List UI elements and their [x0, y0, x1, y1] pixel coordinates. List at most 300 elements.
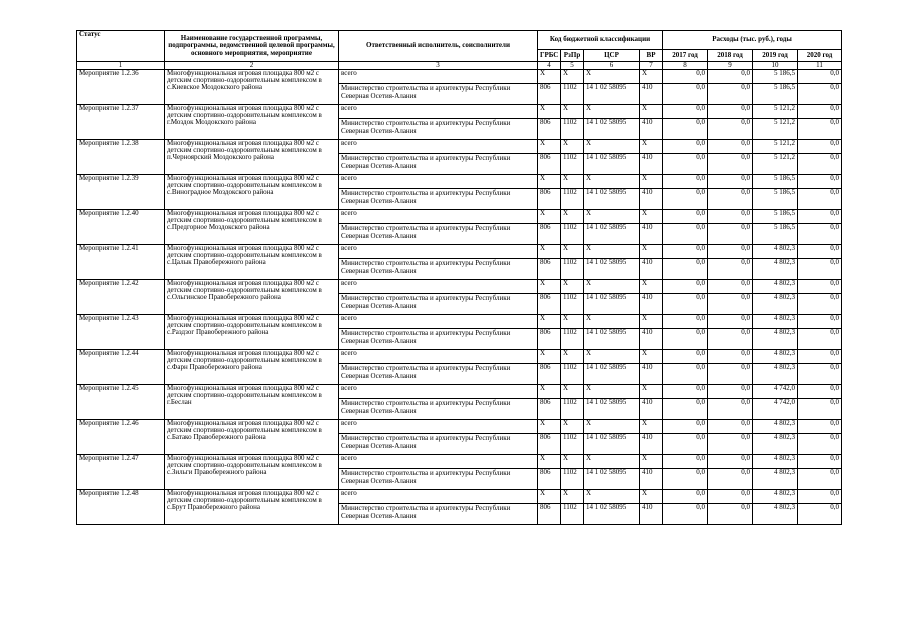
value-2019-total: 4 802,3 [753, 315, 798, 329]
table-body [77, 70, 842, 525]
column-number: 11 [798, 62, 842, 70]
value-2020-total: 0,0 [798, 70, 842, 84]
grbs-total-cell: X [538, 140, 561, 154]
value-2018: 0,0 [708, 259, 753, 280]
value-2019-total: 5 186,5 [753, 210, 798, 224]
value-2017-total: 0,0 [663, 105, 708, 119]
status-cell: Мероприятие 1.2.42 [77, 280, 165, 315]
table-row [77, 280, 842, 294]
csr-total-cell: X [584, 420, 640, 434]
rzpr-cell: 1102 [561, 84, 584, 105]
grbs-total-cell: X [538, 245, 561, 259]
status-cell: Мероприятие 1.2.37 [77, 105, 165, 140]
value-2017: 0,0 [663, 154, 708, 175]
value-2017: 0,0 [663, 434, 708, 455]
activity-name-cell: Многофункциональная игровая площадка 800 м2 с детским спортивно-оздоровительным комплексом в с.Зильги Правобережного района [165, 455, 339, 490]
responsible-cell: Министерство строительства и архитектуры Республики Северная Осетия-Алания [339, 224, 538, 245]
value-2019: 4 802,3 [753, 434, 798, 455]
vr-total-cell: X [640, 385, 663, 399]
activity-name-cell: Многофункциональная игровая площадка 800 м2 с детским спортивно-оздоровительным комплексом в с.Фарн Правобережного района [165, 350, 339, 385]
header-grbs: ГРБС [538, 50, 561, 62]
value-2020: 0,0 [798, 154, 842, 175]
status-cell: Мероприятие 1.2.41 [77, 245, 165, 280]
responsible-cell: Министерство строительства и архитектуры Республики Северная Осетия-Алания [339, 189, 538, 210]
grbs-cell: 806 [538, 329, 561, 350]
responsible-cell: Министерство строительства и архитектуры Республики Северная Осетия-Алания [339, 399, 538, 420]
activity-name-cell: Многофункциональная игровая площадка 800 м2 с детским спортивно-оздоровительным комплексом в с.Виноградное Моздокского района [165, 175, 339, 210]
value-2019-total: 4 802,3 [753, 490, 798, 504]
value-2018-total: 0,0 [708, 245, 753, 259]
csr-cell: 14 1 02 58095 [584, 189, 640, 210]
header-responsible: Ответственный исполнитель, соисполнители [339, 31, 538, 62]
responsible-cell: Министерство строительства и архитектуры Республики Северная Осетия-Алания [339, 294, 538, 315]
table-row [77, 245, 842, 259]
value-2018: 0,0 [708, 329, 753, 350]
grbs-cell: 806 [538, 504, 561, 525]
rzpr-total-cell: X [561, 175, 584, 189]
rzpr-cell: 1102 [561, 259, 584, 280]
status-cell: Мероприятие 1.2.44 [77, 350, 165, 385]
responsible-cell: Министерство строительства и архитектуры Республики Северная Осетия-Алания [339, 154, 538, 175]
activity-name-cell: Многофункциональная игровая площадка 800 м2 с детским спортивно-оздоровительным комплексом в г.Моздок Моздокского района [165, 105, 339, 140]
csr-total-cell: X [584, 490, 640, 504]
value-2020: 0,0 [798, 259, 842, 280]
value-2020: 0,0 [798, 469, 842, 490]
rzpr-total-cell: X [561, 280, 584, 294]
value-2019: 4 802,3 [753, 329, 798, 350]
header-csr: ЦСР [584, 50, 640, 62]
csr-cell: 14 1 02 58095 [584, 434, 640, 455]
status-cell: Мероприятие 1.2.38 [77, 140, 165, 175]
grbs-cell: 806 [538, 364, 561, 385]
value-2018-total: 0,0 [708, 140, 753, 154]
value-2018-total: 0,0 [708, 420, 753, 434]
csr-total-cell: X [584, 175, 640, 189]
rzpr-total-cell: X [561, 315, 584, 329]
value-2020: 0,0 [798, 119, 842, 140]
vr-total-cell: X [640, 70, 663, 84]
value-2019-total: 5 186,5 [753, 175, 798, 189]
grbs-cell: 806 [538, 224, 561, 245]
value-2018-total: 0,0 [708, 490, 753, 504]
value-2019-total: 4 802,3 [753, 350, 798, 364]
rzpr-cell: 1102 [561, 294, 584, 315]
activity-name-cell: Многофункциональная игровая площадка 800 м2 с детским спортивно-оздоровительным комплексом в с.Предгорное Моздокского района [165, 210, 339, 245]
value-2020: 0,0 [798, 434, 842, 455]
csr-total-cell: X [584, 140, 640, 154]
header-name: Наименование государственной программы, подпрограммы, ведомственной целевой программы, основного мероприятия, мероприятие [165, 31, 339, 62]
value-2019: 5 121,2 [753, 154, 798, 175]
table-row [77, 420, 842, 434]
rzpr-total-cell: X [561, 385, 584, 399]
csr-cell: 14 1 02 58095 [584, 364, 640, 385]
grbs-cell: 806 [538, 469, 561, 490]
grbs-total-cell: X [538, 105, 561, 119]
vr-total-cell: X [640, 210, 663, 224]
header-rzpr: РзПр [561, 50, 584, 62]
value-2020-total: 0,0 [798, 245, 842, 259]
csr-cell: 14 1 02 58095 [584, 329, 640, 350]
vr-total-cell: X [640, 175, 663, 189]
activity-name-cell: Многофункциональная игровая площадка 800 м2 с детским спортивно-оздоровительным комплексом в с.Брут Правобережного района [165, 490, 339, 525]
grbs-cell: 806 [538, 119, 561, 140]
csr-cell: 14 1 02 58095 [584, 469, 640, 490]
total-label-cell: всего [339, 140, 538, 154]
activity-name-cell: Многофункциональная игровая площадка 800 м2 с детским спортивно-оздоровительным комплексом в с.Раздзог Правобережного района [165, 315, 339, 350]
value-2019: 5 186,5 [753, 84, 798, 105]
table-row [77, 210, 842, 224]
value-2019: 5 186,5 [753, 224, 798, 245]
responsible-cell: Министерство строительства и архитектуры Республики Северная Осетия-Алания [339, 119, 538, 140]
value-2018-total: 0,0 [708, 315, 753, 329]
value-2018: 0,0 [708, 469, 753, 490]
activity-name-cell: Многофункциональная игровая площадка 800 м2 с детским спортивно-оздоровительным комплексом в с.Батако Правобережного района [165, 420, 339, 455]
value-2018-total: 0,0 [708, 350, 753, 364]
grbs-cell: 806 [538, 294, 561, 315]
vr-cell: 410 [640, 154, 663, 175]
value-2017-total: 0,0 [663, 140, 708, 154]
grbs-cell: 806 [538, 399, 561, 420]
grbs-cell: 806 [538, 189, 561, 210]
total-label-cell: всего [339, 175, 538, 189]
rzpr-cell: 1102 [561, 399, 584, 420]
rzpr-total-cell: X [561, 490, 584, 504]
value-2020: 0,0 [798, 399, 842, 420]
value-2018: 0,0 [708, 364, 753, 385]
grbs-total-cell: X [538, 210, 561, 224]
value-2018-total: 0,0 [708, 175, 753, 189]
vr-total-cell: X [640, 315, 663, 329]
rzpr-total-cell: X [561, 140, 584, 154]
value-2019-total: 4 802,3 [753, 420, 798, 434]
grbs-total-cell: X [538, 70, 561, 84]
value-2020-total: 0,0 [798, 490, 842, 504]
table-row [77, 350, 842, 364]
csr-cell: 14 1 02 58095 [584, 154, 640, 175]
value-2020: 0,0 [798, 504, 842, 525]
value-2017: 0,0 [663, 189, 708, 210]
table-row [77, 105, 842, 119]
value-2018-total: 0,0 [708, 105, 753, 119]
header-2018: 2018 год [708, 50, 753, 62]
status-cell: Мероприятие 1.2.43 [77, 315, 165, 350]
vr-cell: 410 [640, 434, 663, 455]
responsible-cell: Министерство строительства и архитектуры Республики Северная Осетия-Алания [339, 364, 538, 385]
rzpr-cell: 1102 [561, 329, 584, 350]
value-2017: 0,0 [663, 504, 708, 525]
csr-total-cell: X [584, 70, 640, 84]
value-2017-total: 0,0 [663, 245, 708, 259]
csr-cell: 14 1 02 58095 [584, 504, 640, 525]
rzpr-total-cell: X [561, 420, 584, 434]
column-number: 1 [77, 62, 165, 70]
activity-name-cell: Многофункциональная игровая площадка 800 м2 с детским спортивно-оздоровительным комплексом в с.Киевское Моздокского района [165, 70, 339, 105]
grbs-cell: 806 [538, 259, 561, 280]
value-2019: 4 802,3 [753, 259, 798, 280]
status-cell: Мероприятие 1.2.36 [77, 70, 165, 105]
responsible-cell: Министерство строительства и архитектуры Республики Северная Осетия-Алания [339, 504, 538, 525]
value-2020-total: 0,0 [798, 175, 842, 189]
vr-cell: 410 [640, 469, 663, 490]
value-2019-total: 5 121,2 [753, 105, 798, 119]
vr-cell: 410 [640, 84, 663, 105]
rzpr-cell: 1102 [561, 504, 584, 525]
budget-table-sheet [76, 30, 841, 525]
value-2017: 0,0 [663, 329, 708, 350]
csr-cell: 14 1 02 58095 [584, 84, 640, 105]
header-2019: 2019 год [753, 50, 798, 62]
vr-cell: 410 [640, 294, 663, 315]
value-2019-total: 5 186,5 [753, 70, 798, 84]
header-status: Статус [77, 31, 165, 62]
vr-total-cell: X [640, 105, 663, 119]
value-2020: 0,0 [798, 189, 842, 210]
value-2017-total: 0,0 [663, 70, 708, 84]
value-2019-total: 4 802,3 [753, 455, 798, 469]
value-2020-total: 0,0 [798, 280, 842, 294]
column-number: 2 [165, 62, 339, 70]
value-2019: 5 186,5 [753, 189, 798, 210]
total-label-cell: всего [339, 245, 538, 259]
rzpr-total-cell: X [561, 105, 584, 119]
status-cell: Мероприятие 1.2.47 [77, 455, 165, 490]
value-2019: 4 802,3 [753, 294, 798, 315]
rzpr-total-cell: X [561, 210, 584, 224]
grbs-cell: 806 [538, 84, 561, 105]
value-2020-total: 0,0 [798, 140, 842, 154]
activity-name-cell: Многофункциональная игровая площадка 800 м2 с детским спортивно-оздоровительным комплексом в с.Ольгинское Правобережного района [165, 280, 339, 315]
value-2018: 0,0 [708, 434, 753, 455]
header-2017: 2017 год [663, 50, 708, 62]
rzpr-total-cell: X [561, 455, 584, 469]
value-2019: 5 121,2 [753, 119, 798, 140]
column-number: 9 [708, 62, 753, 70]
csr-total-cell: X [584, 245, 640, 259]
value-2018-total: 0,0 [708, 210, 753, 224]
value-2020-total: 0,0 [798, 420, 842, 434]
csr-cell: 14 1 02 58095 [584, 224, 640, 245]
rzpr-cell: 1102 [561, 434, 584, 455]
vr-total-cell: X [640, 490, 663, 504]
value-2020-total: 0,0 [798, 455, 842, 469]
value-2020: 0,0 [798, 224, 842, 245]
value-2018-total: 0,0 [708, 455, 753, 469]
rzpr-total-cell: X [561, 70, 584, 84]
value-2019: 4 742,0 [753, 399, 798, 420]
vr-cell: 410 [640, 399, 663, 420]
grbs-total-cell: X [538, 385, 561, 399]
csr-total-cell: X [584, 105, 640, 119]
value-2017-total: 0,0 [663, 210, 708, 224]
value-2020: 0,0 [798, 84, 842, 105]
total-label-cell: всего [339, 105, 538, 119]
value-2017: 0,0 [663, 84, 708, 105]
total-label-cell: всего [339, 420, 538, 434]
column-number: 6 [584, 62, 640, 70]
grbs-total-cell: X [538, 315, 561, 329]
total-label-cell: всего [339, 385, 538, 399]
value-2017: 0,0 [663, 469, 708, 490]
vr-cell: 410 [640, 119, 663, 140]
value-2018: 0,0 [708, 154, 753, 175]
value-2017: 0,0 [663, 224, 708, 245]
total-label-cell: всего [339, 280, 538, 294]
activity-name-cell: Многофункциональная игровая площадка 800 м2 с детским спортивно-оздоровительным комплексом в г.Беслан [165, 385, 339, 420]
vr-total-cell: X [640, 245, 663, 259]
value-2018-total: 0,0 [708, 70, 753, 84]
header-2020: 2020 год [798, 50, 842, 62]
vr-total-cell: X [640, 420, 663, 434]
value-2017-total: 0,0 [663, 350, 708, 364]
rzpr-cell: 1102 [561, 119, 584, 140]
grbs-total-cell: X [538, 420, 561, 434]
csr-total-cell: X [584, 385, 640, 399]
csr-total-cell: X [584, 315, 640, 329]
value-2017-total: 0,0 [663, 315, 708, 329]
header-expenses: Расходы (тыс. руб.), годы [663, 31, 842, 50]
rzpr-cell: 1102 [561, 364, 584, 385]
value-2017: 0,0 [663, 294, 708, 315]
vr-cell: 410 [640, 224, 663, 245]
vr-cell: 410 [640, 259, 663, 280]
column-number: 3 [339, 62, 538, 70]
vr-total-cell: X [640, 455, 663, 469]
total-label-cell: всего [339, 455, 538, 469]
value-2020-total: 0,0 [798, 105, 842, 119]
table-row [77, 175, 842, 189]
total-label-cell: всего [339, 350, 538, 364]
table-row [77, 140, 842, 154]
value-2017: 0,0 [663, 364, 708, 385]
rzpr-cell: 1102 [561, 154, 584, 175]
value-2018: 0,0 [708, 399, 753, 420]
csr-cell: 14 1 02 58095 [584, 399, 640, 420]
vr-total-cell: X [640, 280, 663, 294]
grbs-cell: 806 [538, 154, 561, 175]
activity-name-cell: Многофункциональная игровая площадка 800 м2 с детским спортивно-оздоровительным комплексом в с.Цалык Правобережного района [165, 245, 339, 280]
value-2017: 0,0 [663, 259, 708, 280]
table-row [77, 455, 842, 469]
value-2017-total: 0,0 [663, 420, 708, 434]
csr-cell: 14 1 02 58095 [584, 119, 640, 140]
value-2020: 0,0 [798, 364, 842, 385]
vr-cell: 410 [640, 504, 663, 525]
value-2018: 0,0 [708, 504, 753, 525]
budget-table [76, 30, 842, 525]
value-2019: 4 802,3 [753, 504, 798, 525]
value-2020: 0,0 [798, 294, 842, 315]
value-2019: 4 802,3 [753, 364, 798, 385]
table-row [77, 70, 842, 84]
vr-total-cell: X [640, 140, 663, 154]
header-budget-code: Код бюджетной классификации [538, 31, 663, 50]
grbs-total-cell: X [538, 490, 561, 504]
value-2019-total: 4 742,0 [753, 385, 798, 399]
value-2017: 0,0 [663, 119, 708, 140]
value-2020: 0,0 [798, 329, 842, 350]
table-row [77, 315, 842, 329]
grbs-cell: 806 [538, 434, 561, 455]
responsible-cell: Министерство строительства и архитектуры Республики Северная Осетия-Алания [339, 434, 538, 455]
value-2017-total: 0,0 [663, 385, 708, 399]
grbs-total-cell: X [538, 455, 561, 469]
value-2017-total: 0,0 [663, 455, 708, 469]
value-2018-total: 0,0 [708, 280, 753, 294]
vr-cell: 410 [640, 364, 663, 385]
status-cell: Мероприятие 1.2.46 [77, 420, 165, 455]
responsible-cell: Министерство строительства и архитектуры Республики Северная Осетия-Алания [339, 84, 538, 105]
value-2017-total: 0,0 [663, 175, 708, 189]
csr-total-cell: X [584, 280, 640, 294]
status-cell: Мероприятие 1.2.40 [77, 210, 165, 245]
status-cell: Мероприятие 1.2.45 [77, 385, 165, 420]
value-2018: 0,0 [708, 119, 753, 140]
vr-total-cell: X [640, 350, 663, 364]
value-2018: 0,0 [708, 84, 753, 105]
total-label-cell: всего [339, 315, 538, 329]
status-cell: Мероприятие 1.2.48 [77, 490, 165, 525]
value-2017: 0,0 [663, 399, 708, 420]
grbs-total-cell: X [538, 280, 561, 294]
vr-cell: 410 [640, 189, 663, 210]
vr-cell: 410 [640, 329, 663, 350]
value-2020-total: 0,0 [798, 350, 842, 364]
csr-total-cell: X [584, 350, 640, 364]
csr-cell: 14 1 02 58095 [584, 294, 640, 315]
status-cell: Мероприятие 1.2.39 [77, 175, 165, 210]
value-2020-total: 0,0 [798, 385, 842, 399]
value-2019-total: 4 802,3 [753, 245, 798, 259]
rzpr-cell: 1102 [561, 224, 584, 245]
table-row [77, 385, 842, 399]
value-2019: 4 802,3 [753, 469, 798, 490]
total-label-cell: всего [339, 70, 538, 84]
csr-cell: 14 1 02 58095 [584, 259, 640, 280]
rzpr-cell: 1102 [561, 469, 584, 490]
total-label-cell: всего [339, 490, 538, 504]
table-row [77, 490, 842, 504]
value-2018: 0,0 [708, 294, 753, 315]
csr-total-cell: X [584, 455, 640, 469]
column-number: 5 [561, 62, 584, 70]
value-2018: 0,0 [708, 224, 753, 245]
value-2017-total: 0,0 [663, 280, 708, 294]
value-2020-total: 0,0 [798, 315, 842, 329]
responsible-cell: Министерство строительства и архитектуры Республики Северная Осетия-Алания [339, 329, 538, 350]
value-2018: 0,0 [708, 189, 753, 210]
csr-total-cell: X [584, 210, 640, 224]
responsible-cell: Министерство строительства и архитектуры Республики Северная Осетия-Алания [339, 469, 538, 490]
rzpr-cell: 1102 [561, 189, 584, 210]
rzpr-total-cell: X [561, 350, 584, 364]
grbs-total-cell: X [538, 350, 561, 364]
rzpr-total-cell: X [561, 245, 584, 259]
column-number: 4 [538, 62, 561, 70]
column-number: 8 [663, 62, 708, 70]
value-2019-total: 4 802,3 [753, 280, 798, 294]
responsible-cell: Министерство строительства и архитектуры Республики Северная Осетия-Алания [339, 259, 538, 280]
grbs-total-cell: X [538, 175, 561, 189]
activity-name-cell: Многофункциональная игровая площадка 800 м2 с детским спортивно-оздоровительным комплексом в п.Черноярский Моздокского района [165, 140, 339, 175]
header-vr: ВР [640, 50, 663, 62]
value-2020-total: 0,0 [798, 210, 842, 224]
column-number: 7 [640, 62, 663, 70]
value-2017-total: 0,0 [663, 490, 708, 504]
column-number-row [77, 62, 842, 70]
value-2018-total: 0,0 [708, 385, 753, 399]
column-number: 10 [753, 62, 798, 70]
total-label-cell: всего [339, 210, 538, 224]
